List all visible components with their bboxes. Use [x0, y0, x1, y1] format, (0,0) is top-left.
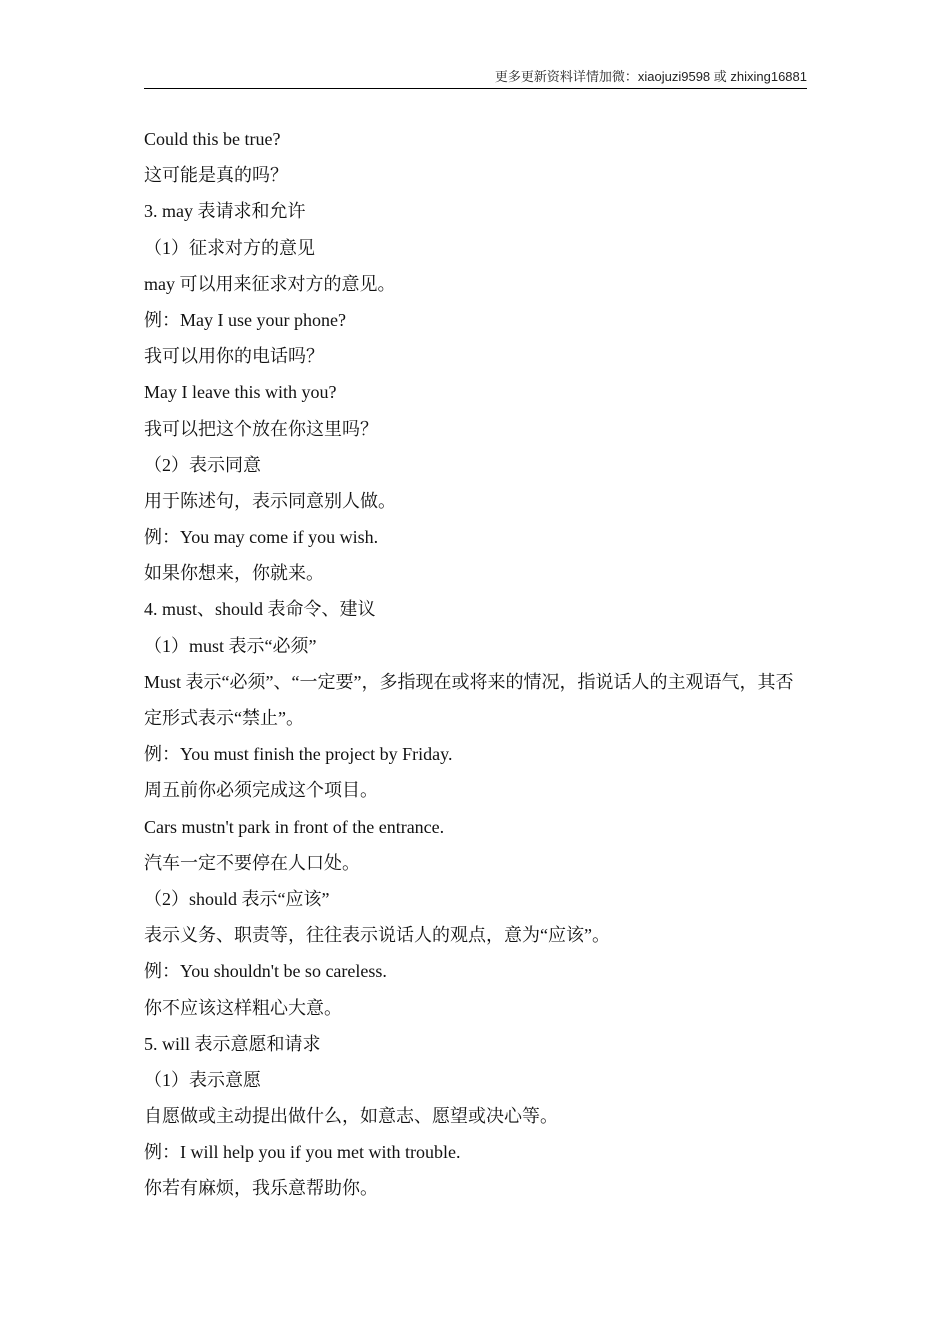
translation: 汽车一定不要停在人口处。: [144, 852, 360, 873]
document-body: [144, 121, 807, 1207]
subsection-heading: （1）must 表示“必须”: [144, 635, 317, 656]
example-sentence: Cars mustn't park in front of the entrance.: [144, 816, 445, 837]
subsection-heading: （1）征求对方的意见: [144, 237, 315, 258]
example-sentence: Could this be true?: [144, 129, 281, 149]
example-sentence: 例：You may come if you wish.: [144, 527, 379, 548]
translation: 这可能是真的吗？: [144, 165, 288, 186]
page-header: [144, 66, 807, 89]
subsection-heading: （2）should 表示“应该”: [144, 888, 330, 909]
explanation: 表示义务、职责等，往往表示说话人的观点，意为“应该”。: [144, 925, 610, 946]
explanation: may 可以用来征求对方的意见。: [144, 273, 396, 294]
translation: 你若有麻烦，我乐意帮助你。: [144, 1178, 378, 1199]
explanation: 自愿做或主动提出做什么，如意志、愿望或决心等。: [144, 1106, 558, 1127]
example-sentence: 例：I will help you if you met with trouble.: [144, 1142, 461, 1163]
translation: 你不应该这样粗心大意。: [144, 997, 342, 1018]
header-contact-text: 更多更新资料详情加微：xiaojuzi9598 或 zhixing16881: [494, 69, 807, 84]
translation: 周五前你必须完成这个项目。: [144, 780, 378, 801]
section-heading: 5. will 表示意愿和请求: [144, 1033, 321, 1054]
subsection-heading: （1）表示意愿: [144, 1069, 261, 1090]
translation: 我可以用你的电话吗？: [144, 346, 324, 367]
example-sentence: May I leave this with you?: [144, 382, 337, 403]
example-sentence: 例：You must finish the project by Friday.: [144, 744, 453, 765]
translation: 我可以把这个放在你这里吗？: [144, 418, 378, 439]
explanation: Must 表示“必须”、“一定要”，多指现在或将来的情况，指说话人的主观语气，其否定形式表示“禁止”。: [144, 671, 794, 729]
explanation: 用于陈述句，表示同意别人做。: [144, 490, 396, 511]
section-heading: 3. may 表请求和允许: [144, 201, 306, 222]
translation: 如果你想来，你就来。: [144, 563, 324, 584]
example-sentence: 例：May I use your phone?: [144, 309, 346, 330]
example-sentence: 例：You shouldn't be so careless.: [144, 961, 387, 982]
subsection-heading: （2）表示同意: [144, 454, 261, 475]
section-heading: 4. must、should 表命令、建议: [144, 599, 376, 620]
